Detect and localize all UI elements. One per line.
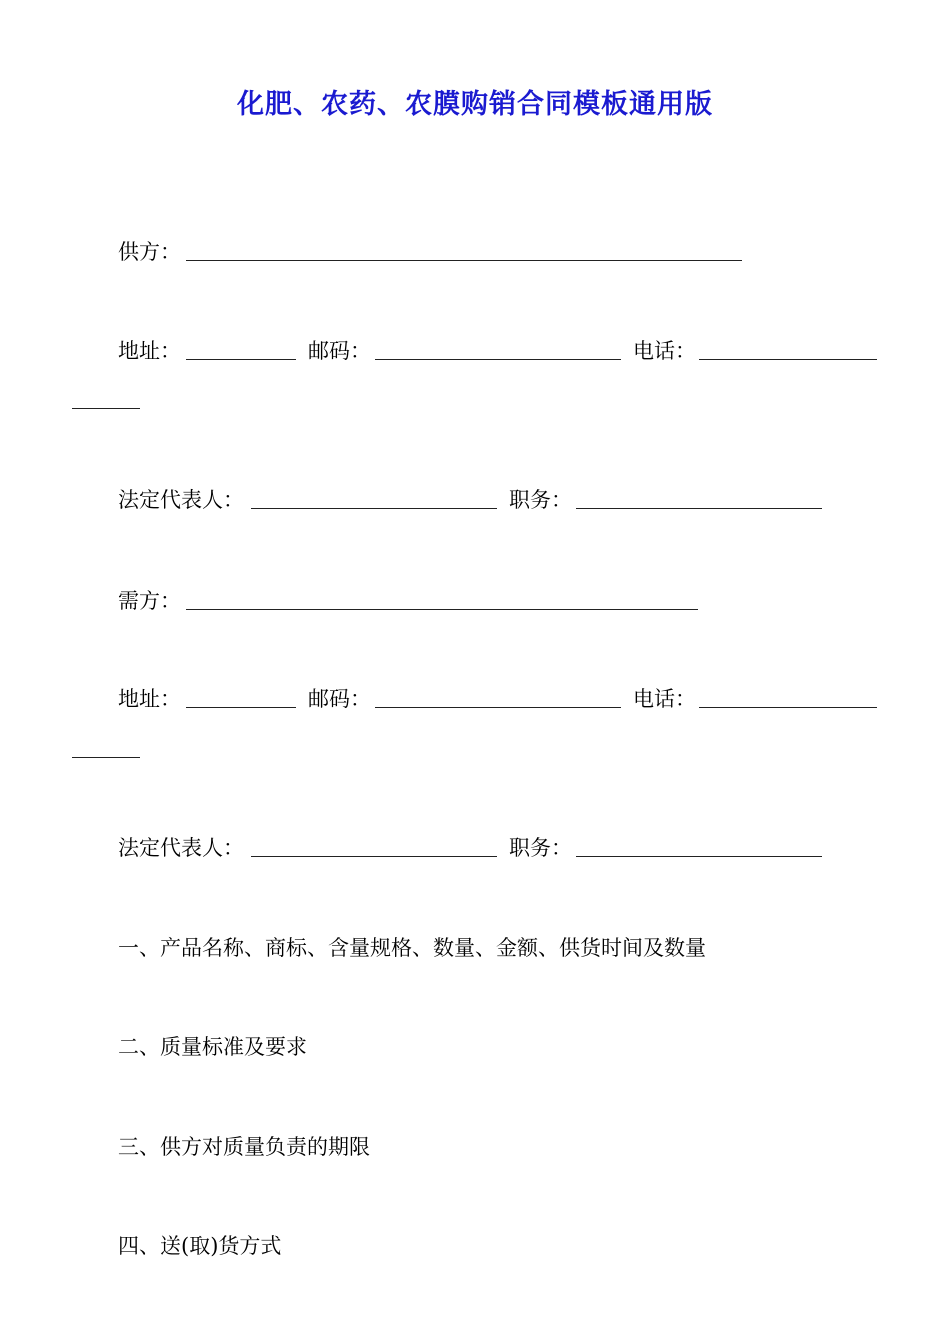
supplier-contact-row xyxy=(118,336,888,366)
supplier-rep-row xyxy=(118,485,838,515)
buyer-position-label: 职务： xyxy=(509,836,572,860)
supplier-postcode-label: 邮码： xyxy=(308,339,371,363)
supplier-position-field[interactable] xyxy=(576,508,822,509)
clause-heading: 一、产品名称、商标、含量规格、数量、金额、供货时间及数量 xyxy=(118,936,706,960)
buyer-legal-rep-field[interactable] xyxy=(251,856,497,857)
supplier-position-label: 职务： xyxy=(509,488,572,512)
supplier-phone-field[interactable] xyxy=(699,359,877,360)
buyer-legal-rep-label: 法定代表人： xyxy=(118,836,244,860)
buyer-address-field[interactable] xyxy=(186,707,296,708)
supplier-phone-field-continued[interactable] xyxy=(72,408,140,409)
supplier-address-label: 地址： xyxy=(118,339,181,363)
supplier-label: 供方： xyxy=(118,240,181,264)
buyer-postcode-label: 邮码： xyxy=(308,687,371,711)
supplier-row xyxy=(118,237,758,267)
buyer-position-field[interactable] xyxy=(576,856,822,857)
supplier-legal-rep-label: 法定代表人： xyxy=(118,488,244,512)
supplier-name-field[interactable] xyxy=(186,260,742,261)
buyer-phone-label: 电话： xyxy=(633,687,696,711)
supplier-postcode-field[interactable] xyxy=(375,359,621,360)
buyer-phone-field-continued[interactable] xyxy=(72,757,140,758)
supplier-phone-label: 电话： xyxy=(633,339,696,363)
buyer-rep-row xyxy=(118,833,838,863)
supplier-legal-rep-field[interactable] xyxy=(251,508,497,509)
clause-heading: 四、送(取)货方式 xyxy=(118,1234,282,1258)
buyer-address-label: 地址： xyxy=(118,687,181,711)
document-title: 化肥、农药、农膜购销合同模板通用版 xyxy=(237,89,713,120)
supplier-address-field[interactable] xyxy=(186,359,296,360)
buyer-contact-row xyxy=(118,684,888,714)
buyer-phone-field[interactable] xyxy=(699,707,877,708)
buyer-label: 需方： xyxy=(118,589,181,613)
buyer-postcode-field[interactable] xyxy=(375,707,621,708)
buyer-row xyxy=(118,586,718,616)
buyer-name-field[interactable] xyxy=(186,609,698,610)
clause-heading: 三、供方对质量负责的期限 xyxy=(118,1135,370,1159)
clause-heading: 二、质量标准及要求 xyxy=(118,1035,307,1059)
